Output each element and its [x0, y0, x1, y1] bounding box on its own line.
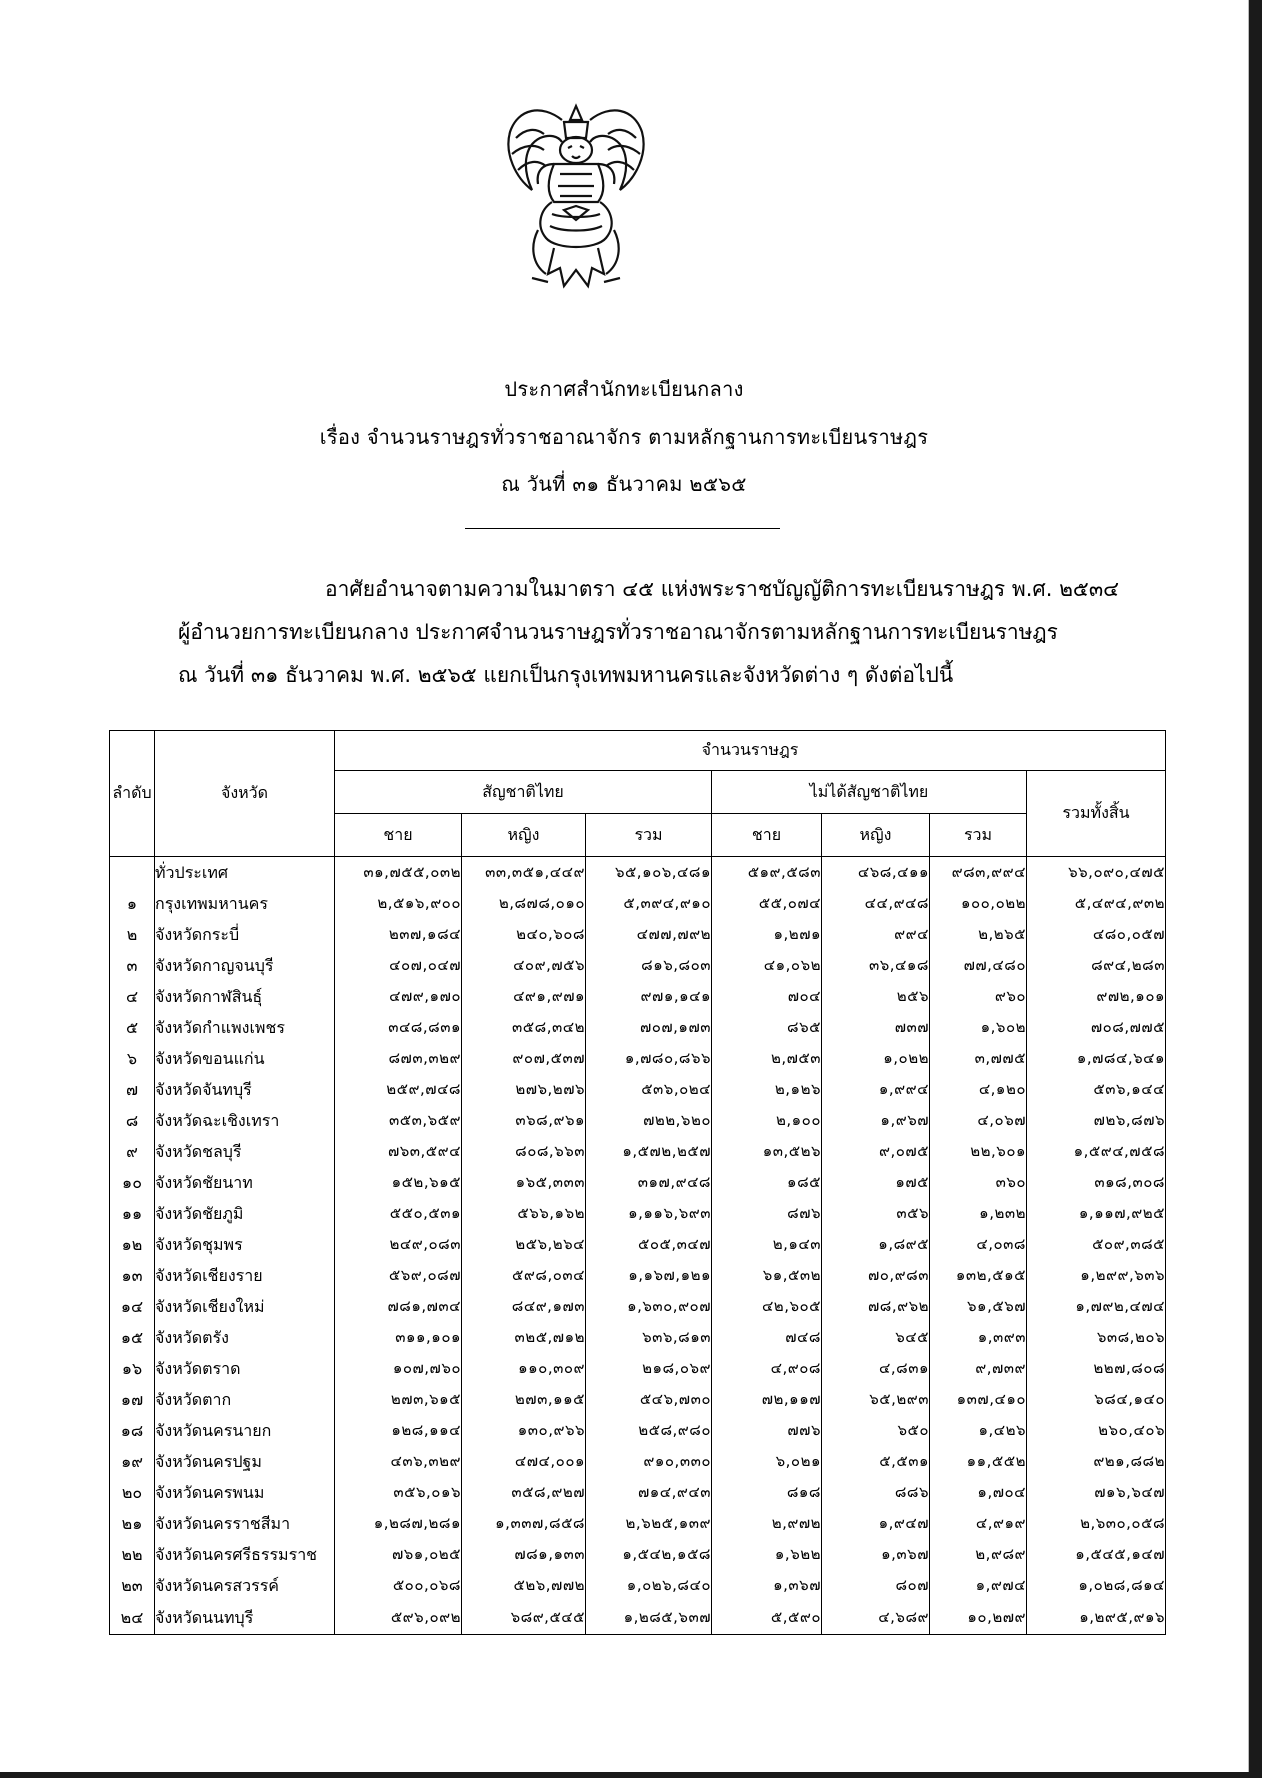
cell-order: ๑๔: [110, 1291, 155, 1322]
cell-province: จังหวัดตรัง: [155, 1322, 335, 1353]
cell-nonthai-male: ๑,๖๒๒: [712, 1539, 822, 1570]
cell-nonthai-female: ๑,๙๙๔: [822, 1074, 930, 1105]
cell-province: กรุงเทพมหานคร: [155, 888, 335, 919]
cell-order: ๑๕: [110, 1322, 155, 1353]
cell-grand-total: ๔๘๐,๐๕๗: [1027, 919, 1166, 950]
cell-order: ๕: [110, 1012, 155, 1043]
cell-thai-total: ๙๑๐,๓๓๐: [586, 1446, 712, 1477]
table-row: [110, 1074, 1166, 1105]
cell-thai-female: ๔๐๙,๗๕๖: [462, 950, 586, 981]
cell-nonthai-total: ๑๓๗,๔๑๐: [930, 1384, 1027, 1415]
cell-grand-total: ๒,๖๓๐,๐๕๘: [1027, 1508, 1166, 1539]
cell-nonthai-total: ๒๒,๖๐๑: [930, 1136, 1027, 1167]
cell-order: ๑๖: [110, 1353, 155, 1384]
cell-province: จังหวัดนครศรีธรรมราช: [155, 1539, 335, 1570]
cell-nonthai-total: ๑,๙๗๔: [930, 1570, 1027, 1601]
cell-thai-total: ๔๗๗,๗๙๒: [586, 919, 712, 950]
cell-thai-male: ๒๕๙,๗๔๘: [335, 1074, 462, 1105]
cell-nonthai-female: ๔,๖๘๙: [822, 1601, 930, 1635]
table-row: [110, 1136, 1166, 1167]
cell-order: ๑: [110, 888, 155, 919]
cell-thai-total: ๑,๑๖๗,๑๒๑: [586, 1260, 712, 1291]
cell-province: จังหวัดกาฬสินธุ์: [155, 981, 335, 1012]
cell-thai-total: ๘๑๖,๘๐๓: [586, 950, 712, 981]
cell-thai-male: ๒,๕๑๖,๙๐๐: [335, 888, 462, 919]
cell-thai-male: ๑๒๘,๑๑๔: [335, 1415, 462, 1446]
cell-province: จังหวัดนครพนม: [155, 1477, 335, 1508]
cell-nonthai-female: ๓๕๖: [822, 1198, 930, 1229]
cell-nonthai-female: ๙๙๔: [822, 919, 930, 950]
cell-nonthai-female: ๖๕๐: [822, 1415, 930, 1446]
cell-thai-total: ๗๐๗,๑๗๓: [586, 1012, 712, 1043]
garuda-emblem-icon: [502, 98, 650, 298]
cell-nonthai-total: ๑,๔๒๖: [930, 1415, 1027, 1446]
cell-thai-male: ๕๐๐,๐๖๘: [335, 1570, 462, 1601]
cell-nonthai-total: ๑๓๒,๕๑๕: [930, 1260, 1027, 1291]
cell-nonthai-total: ๑,๗๐๔: [930, 1477, 1027, 1508]
cell-grand-total: ๑,๒๙๕,๙๑๖: [1027, 1601, 1166, 1635]
cell-thai-total: ๒๕๘,๙๘๐: [586, 1415, 712, 1446]
cell-thai-male: ๗๖๑,๐๒๕: [335, 1539, 462, 1570]
cell-nonthai-male: ๒,๑๒๖: [712, 1074, 822, 1105]
cell-nonthai-female: ๑,๙๖๗: [822, 1105, 930, 1136]
cell-nonthai-male: ๗๒,๑๑๗: [712, 1384, 822, 1415]
cell-order: ๗: [110, 1074, 155, 1105]
table-row: [110, 1322, 1166, 1353]
cell-nonthai-male: ๔๒,๖๐๕: [712, 1291, 822, 1322]
cell-thai-female: ๙๐๗,๕๓๗: [462, 1043, 586, 1074]
cell-province: จังหวัดชัยภูมิ: [155, 1198, 335, 1229]
announcement-subject: เรื่อง จำนวนราษฎรทั่วราชอาณาจักร ตามหลักฐานการทะเบียนราษฎร: [319, 425, 929, 449]
cell-grand-total: ๕๓๖,๑๔๔: [1027, 1074, 1166, 1105]
cell-grand-total: ๑,๕๙๔,๗๕๘: [1027, 1136, 1166, 1167]
cell-nonthai-total: ๔,๐๓๘: [930, 1229, 1027, 1260]
table-row: [110, 888, 1166, 919]
cell-order: ๙: [110, 1136, 155, 1167]
cell-thai-total: ๙๗๑,๑๔๑: [586, 981, 712, 1012]
cell-thai-female: ๑๑๐,๓๐๙: [462, 1353, 586, 1384]
cell-thai-male: ๒๓๗,๑๘๔: [335, 919, 462, 950]
cell-thai-male: ๘๗๓,๓๒๙: [335, 1043, 462, 1074]
cell-nonthai-male: ๕๑๙,๕๘๓: [712, 857, 822, 889]
cell-order: ๑๗: [110, 1384, 155, 1415]
header-grand-total: รวมทั้งสิ้น: [1027, 771, 1166, 857]
cell-thai-male: ๓๕๓,๖๕๙: [335, 1105, 462, 1136]
cell-nonthai-female: ๕,๕๓๑: [822, 1446, 930, 1477]
table-row: [110, 1229, 1166, 1260]
cell-nonthai-female: ๘๐๗: [822, 1570, 930, 1601]
header-thai-nationality: สัญชาติไทย: [335, 771, 712, 814]
table-row: [110, 950, 1166, 981]
cell-order: ๒๒: [110, 1539, 155, 1570]
cell-nonthai-total: ๑๐๐,๐๒๒: [930, 888, 1027, 919]
cell-province: จังหวัดกำแพงเพชร: [155, 1012, 335, 1043]
cell-province: จังหวัดกาญจนบุรี: [155, 950, 335, 981]
cell-order: ๒๓: [110, 1570, 155, 1601]
cell-thai-male: ๔๓๖,๓๒๙: [335, 1446, 462, 1477]
cell-thai-female: ๒,๘๗๘,๐๑๐: [462, 888, 586, 919]
cell-thai-male: ๓๑๑,๑๐๑: [335, 1322, 462, 1353]
cell-order: ๑๒: [110, 1229, 155, 1260]
cell-thai-female: ๑๓๐,๙๖๖: [462, 1415, 586, 1446]
cell-nonthai-female: ๑,๘๙๕: [822, 1229, 930, 1260]
table-row: [110, 1446, 1166, 1477]
cell-thai-total: ๕,๓๙๔,๙๑๐: [586, 888, 712, 919]
cell-grand-total: ๗๐๘,๗๗๕: [1027, 1012, 1166, 1043]
cell-nonthai-male: ๑๓,๕๒๖: [712, 1136, 822, 1167]
header-province: จังหวัด: [155, 731, 335, 857]
cell-nonthai-female: ๗๐,๙๘๓: [822, 1260, 930, 1291]
cell-nonthai-total: ๓,๗๗๕: [930, 1043, 1027, 1074]
cell-order: ๑๐: [110, 1167, 155, 1198]
cell-nonthai-total: ๑,๖๐๒: [930, 1012, 1027, 1043]
cell-nonthai-female: ๑,๐๒๒: [822, 1043, 930, 1074]
cell-grand-total: ๙๒๑,๘๘๒: [1027, 1446, 1166, 1477]
table-row: [110, 1353, 1166, 1384]
cell-thai-female: ๓๖๘,๙๖๑: [462, 1105, 586, 1136]
cell-grand-total: ๖๘๔,๑๔๐: [1027, 1384, 1166, 1415]
cell-nonthai-total: ๙๖๐: [930, 981, 1027, 1012]
cell-thai-female: ๓๕๘,๙๒๗: [462, 1477, 586, 1508]
cell-nonthai-male: ๘๗๖: [712, 1198, 822, 1229]
table-row: [110, 1260, 1166, 1291]
cell-nonthai-total: ๑,๒๓๒: [930, 1198, 1027, 1229]
table-row: [110, 1198, 1166, 1229]
cell-thai-female: ๓๕๘,๓๔๒: [462, 1012, 586, 1043]
cell-nonthai-female: ๗๓๗: [822, 1012, 930, 1043]
cell-grand-total: ๑,๕๔๕,๑๔๗: [1027, 1539, 1166, 1570]
header-non-thai-nationality: ไม่ได้สัญชาติไทย: [712, 771, 1027, 814]
cell-nonthai-female: ๖๕,๒๙๓: [822, 1384, 930, 1415]
cell-grand-total: ๕,๔๙๔,๙๓๒: [1027, 888, 1166, 919]
cell-thai-total: ๑,๕๗๒,๒๕๗: [586, 1136, 712, 1167]
cell-thai-female: ๒๕๖,๒๖๔: [462, 1229, 586, 1260]
cell-thai-total: ๖๓๖,๘๑๓: [586, 1322, 712, 1353]
cell-thai-total: ๗๑๔,๙๔๓: [586, 1477, 712, 1508]
cell-nonthai-total: ๔,๐๖๗: [930, 1105, 1027, 1136]
table-row: [110, 857, 1166, 889]
header-thai-male: ชาย: [335, 814, 462, 857]
header-order: ลำดับ: [110, 731, 155, 857]
cell-thai-female: ๕๖๖,๑๖๒: [462, 1198, 586, 1229]
cell-order: ๒๐: [110, 1477, 155, 1508]
cell-province: จังหวัดเชียงราย: [155, 1260, 335, 1291]
cell-order: ๒: [110, 919, 155, 950]
cell-nonthai-total: ๔,๑๒๐: [930, 1074, 1027, 1105]
cell-thai-female: ๒๔๐,๖๐๘: [462, 919, 586, 950]
header-nonthai-male: ชาย: [712, 814, 822, 857]
cell-thai-female: ๓๓,๓๕๑,๔๔๙: [462, 857, 586, 889]
cell-nonthai-female: ๔๔,๙๔๘: [822, 888, 930, 919]
cell-thai-female: ๔๙๑,๙๗๑: [462, 981, 586, 1012]
table-row: [110, 1601, 1166, 1635]
announcement-title: ประกาศสำนักทะเบียนกลาง: [504, 377, 744, 401]
cell-nonthai-female: ๙,๐๗๕: [822, 1136, 930, 1167]
body-line-2: ผู้อำนวยการทะเบียนกลาง ประกาศจำนวนราษฎรทั่วราชอาณาจักรตามหลักฐานการทะเบียนราษฎร: [178, 620, 1058, 644]
cell-thai-male: ๕๙๖,๐๙๒: [335, 1601, 462, 1635]
cell-nonthai-female: ๔๖๘,๔๑๑: [822, 857, 930, 889]
cell-nonthai-male: ๖,๐๒๑: [712, 1446, 822, 1477]
cell-nonthai-male: ๕๕,๐๗๔: [712, 888, 822, 919]
table-row: [110, 1043, 1166, 1074]
header-thai-total: รวม: [586, 814, 712, 857]
table-row: [110, 1291, 1166, 1322]
cell-order: ๓: [110, 950, 155, 981]
cell-grand-total: ๑,๐๒๘,๘๑๔: [1027, 1570, 1166, 1601]
cell-nonthai-total: ๓๖๐: [930, 1167, 1027, 1198]
cell-thai-female: ๕๒๖,๗๗๒: [462, 1570, 586, 1601]
cell-grand-total: ๓๑๘,๓๐๘: [1027, 1167, 1166, 1198]
cell-order: ๖: [110, 1043, 155, 1074]
cell-nonthai-total: ๑๐,๒๗๙: [930, 1601, 1027, 1635]
cell-thai-male: ๓๔๘,๘๓๑: [335, 1012, 462, 1043]
cell-grand-total: ๑,๑๑๗,๙๒๕: [1027, 1198, 1166, 1229]
cell-nonthai-total: ๙๘๓,๙๙๔: [930, 857, 1027, 889]
cell-order: ๑๑: [110, 1198, 155, 1229]
cell-nonthai-total: ๒,๒๖๕: [930, 919, 1027, 950]
cell-thai-male: ๔๗๙,๑๗๐: [335, 981, 462, 1012]
cell-thai-total: ๒๑๘,๐๖๙: [586, 1353, 712, 1384]
cell-nonthai-total: ๑,๓๙๓: [930, 1322, 1027, 1353]
cell-order: ๒๑: [110, 1508, 155, 1539]
table-row: [110, 1384, 1166, 1415]
cell-thai-male: ๓๕๖,๐๑๖: [335, 1477, 462, 1508]
cell-order: ๔: [110, 981, 155, 1012]
cell-thai-female: ๕๙๘,๐๓๔: [462, 1260, 586, 1291]
cell-province: จังหวัดชลบุรี: [155, 1136, 335, 1167]
cell-order: ๑๙: [110, 1446, 155, 1477]
cell-thai-total: ๕๐๕,๓๔๗: [586, 1229, 712, 1260]
cell-nonthai-male: ๒,๙๗๒: [712, 1508, 822, 1539]
cell-nonthai-male: ๑,๓๖๗: [712, 1570, 822, 1601]
cell-thai-male: ๕๕๐,๕๓๑: [335, 1198, 462, 1229]
cell-nonthai-female: ๑,๓๖๗: [822, 1539, 930, 1570]
cell-thai-female: ๗๘๑,๑๓๓: [462, 1539, 586, 1570]
cell-nonthai-male: ๒,๑๐๐: [712, 1105, 822, 1136]
cell-province: จังหวัดขอนแก่น: [155, 1043, 335, 1074]
table-row: [110, 1539, 1166, 1570]
cell-thai-total: ๒,๖๒๕,๑๓๙: [586, 1508, 712, 1539]
cell-thai-male: ๗๖๓,๕๙๔: [335, 1136, 462, 1167]
header-nonthai-female: หญิง: [822, 814, 930, 857]
cell-thai-female: ๖๘๙,๕๔๕: [462, 1601, 586, 1635]
table-row: [110, 1105, 1166, 1136]
cell-nonthai-female: ๑,๙๔๗: [822, 1508, 930, 1539]
cell-nonthai-male: ๗๔๘: [712, 1322, 822, 1353]
cell-thai-female: ๑๖๕,๓๓๓: [462, 1167, 586, 1198]
cell-thai-male: ๑๐๗,๗๖๐: [335, 1353, 462, 1384]
cell-nonthai-female: ๑๗๕: [822, 1167, 930, 1198]
cell-nonthai-male: ๗๗๖: [712, 1415, 822, 1446]
cell-province: จังหวัดนครราชสีมา: [155, 1508, 335, 1539]
cell-grand-total: ๑,๗๙๒,๔๗๔: [1027, 1291, 1166, 1322]
cell-nonthai-male: ๘๖๕: [712, 1012, 822, 1043]
cell-nonthai-total: ๒,๙๘๙: [930, 1539, 1027, 1570]
cell-thai-male: ๔๐๗,๐๔๗: [335, 950, 462, 981]
cell-nonthai-male: ๖๑,๕๓๒: [712, 1260, 822, 1291]
cell-thai-total: ๑,๑๑๖,๖๙๓: [586, 1198, 712, 1229]
cell-order: ๑๘: [110, 1415, 155, 1446]
title-divider: [465, 528, 780, 529]
cell-grand-total: ๑,๗๘๔,๖๔๑: [1027, 1043, 1166, 1074]
cell-nonthai-male: ๑๘๕: [712, 1167, 822, 1198]
cell-province: จังหวัดฉะเชิงเทรา: [155, 1105, 335, 1136]
cell-nonthai-total: ๔,๙๑๙: [930, 1508, 1027, 1539]
cell-grand-total: ๖๓๘,๒๐๖: [1027, 1322, 1166, 1353]
cell-thai-female: ๔๗๔,๐๐๑: [462, 1446, 586, 1477]
announcement-date: ณ วันที่ ๓๑ ธันวาคม ๒๕๖๕: [501, 472, 747, 496]
cell-province: จังหวัดนครสวรรค์: [155, 1570, 335, 1601]
cell-thai-total: ๑,๒๘๕,๖๓๗: [586, 1601, 712, 1635]
cell-province: จังหวัดเชียงใหม่: [155, 1291, 335, 1322]
cell-order: ๑๓: [110, 1260, 155, 1291]
cell-thai-male: ๕๖๙,๐๘๗: [335, 1260, 462, 1291]
cell-thai-female: ๓๒๕,๗๑๒: [462, 1322, 586, 1353]
cell-thai-total: ๕๓๖,๐๒๔: [586, 1074, 712, 1105]
cell-thai-male: ๓๑,๗๕๕,๐๓๒: [335, 857, 462, 889]
cell-thai-male: ๒๔๙,๐๘๓: [335, 1229, 462, 1260]
population-table: [109, 730, 1166, 1635]
body-line-1: อาศัยอำนาจตามความในมาตรา ๔๕ แห่งพระราชบัญญัติการทะเบียนราษฎร พ.ศ. ๒๕๓๔: [325, 577, 1120, 601]
cell-nonthai-total: ๙,๗๓๙: [930, 1353, 1027, 1384]
cell-nonthai-male: ๒,๗๕๓: [712, 1043, 822, 1074]
cell-province: จังหวัดชุมพร: [155, 1229, 335, 1260]
cell-thai-female: ๒๗๖,๒๗๖: [462, 1074, 586, 1105]
cell-thai-total: ๕๔๖,๗๓๐: [586, 1384, 712, 1415]
cell-nonthai-female: ๓๖,๔๑๘: [822, 950, 930, 981]
body-line-3: ณ วันที่ ๓๑ ธันวาคม พ.ศ. ๒๕๖๕ แยกเป็นกรุงเทพมหานครและจังหวัดต่าง ๆ ดังต่อไปนี้: [178, 663, 954, 687]
cell-thai-total: ๑,๖๓๐,๙๐๗: [586, 1291, 712, 1322]
cell-nonthai-male: ๘๑๘: [712, 1477, 822, 1508]
cell-thai-total: ๑,๕๔๒,๑๕๘: [586, 1539, 712, 1570]
table-row: [110, 1477, 1166, 1508]
cell-grand-total: ๒๒๗,๘๐๘: [1027, 1353, 1166, 1384]
cell-province: จังหวัดนนทบุรี: [155, 1601, 335, 1635]
cell-order: ๒๔: [110, 1601, 155, 1635]
cell-thai-male: ๑๕๒,๖๑๕: [335, 1167, 462, 1198]
cell-thai-total: ๑,๐๒๖,๘๔๐: [586, 1570, 712, 1601]
cell-thai-total: ๗๒๒,๖๒๐: [586, 1105, 712, 1136]
cell-thai-male: ๑,๒๘๗,๒๘๑: [335, 1508, 462, 1539]
cell-province: จังหวัดจันทบุรี: [155, 1074, 335, 1105]
table-row: [110, 1508, 1166, 1539]
cell-thai-male: ๗๘๑,๗๓๔: [335, 1291, 462, 1322]
cell-nonthai-male: ๗๐๔: [712, 981, 822, 1012]
cell-nonthai-female: ๔,๘๓๑: [822, 1353, 930, 1384]
cell-grand-total: ๙๗๒,๑๐๑: [1027, 981, 1166, 1012]
cell-grand-total: ๗๑๖,๖๔๗: [1027, 1477, 1166, 1508]
cell-province: จังหวัดตราด: [155, 1353, 335, 1384]
cell-nonthai-male: ๑,๒๗๑: [712, 919, 822, 950]
cell-order: ๘: [110, 1105, 155, 1136]
cell-grand-total: ๘๙๔,๒๘๓: [1027, 950, 1166, 981]
table-row: [110, 1415, 1166, 1446]
cell-nonthai-male: ๔๑,๐๖๒: [712, 950, 822, 981]
cell-nonthai-female: ๘๘๖: [822, 1477, 930, 1508]
cell-thai-female: ๒๗๓,๑๑๕: [462, 1384, 586, 1415]
cell-nonthai-total: ๑๑,๕๕๒: [930, 1446, 1027, 1477]
cell-grand-total: ๕๐๙,๓๘๕: [1027, 1229, 1166, 1260]
cell-province: จังหวัดตาก: [155, 1384, 335, 1415]
cell-nonthai-male: ๔,๙๐๘: [712, 1353, 822, 1384]
cell-nonthai-male: ๕,๕๙๐: [712, 1601, 822, 1635]
cell-province: จังหวัดนครปฐม: [155, 1446, 335, 1477]
cell-province: ทั่วประเทศ: [155, 857, 335, 889]
cell-thai-female: ๑,๓๓๗,๘๕๘: [462, 1508, 586, 1539]
cell-province: จังหวัดชัยนาท: [155, 1167, 335, 1198]
cell-province: จังหวัดนครนายก: [155, 1415, 335, 1446]
table-row: [110, 1570, 1166, 1601]
cell-order: [110, 857, 155, 889]
cell-thai-total: ๓๑๗,๙๔๘: [586, 1167, 712, 1198]
cell-grand-total: ๑,๒๙๙,๖๓๖: [1027, 1260, 1166, 1291]
cell-thai-total: ๑,๗๘๐,๘๖๖: [586, 1043, 712, 1074]
header-nonthai-total: รวม: [930, 814, 1027, 857]
cell-grand-total: ๖๖,๐๙๐,๔๗๕: [1027, 857, 1166, 889]
cell-thai-female: ๘๔๙,๑๗๓: [462, 1291, 586, 1322]
cell-nonthai-male: ๒,๑๔๓: [712, 1229, 822, 1260]
header-population: จำนวนราษฎร: [335, 731, 1166, 771]
cell-thai-female: ๘๐๘,๖๖๓: [462, 1136, 586, 1167]
cell-grand-total: ๒๖๐,๔๐๖: [1027, 1415, 1166, 1446]
cell-thai-total: ๖๕,๑๐๖,๔๘๑: [586, 857, 712, 889]
header-thai-female: หญิง: [462, 814, 586, 857]
cell-grand-total: ๗๒๖,๘๗๖: [1027, 1105, 1166, 1136]
table-row: [110, 981, 1166, 1012]
cell-nonthai-total: ๖๑,๕๖๗: [930, 1291, 1027, 1322]
table-row: [110, 1167, 1166, 1198]
cell-nonthai-female: ๒๕๖: [822, 981, 930, 1012]
table-row: [110, 919, 1166, 950]
cell-nonthai-total: ๗๗,๔๘๐: [930, 950, 1027, 981]
cell-thai-male: ๒๗๓,๖๑๕: [335, 1384, 462, 1415]
table-row: [110, 1012, 1166, 1043]
cell-province: จังหวัดกระบี่: [155, 919, 335, 950]
cell-nonthai-female: ๖๔๕: [822, 1322, 930, 1353]
cell-nonthai-female: ๗๘,๙๖๒: [822, 1291, 930, 1322]
